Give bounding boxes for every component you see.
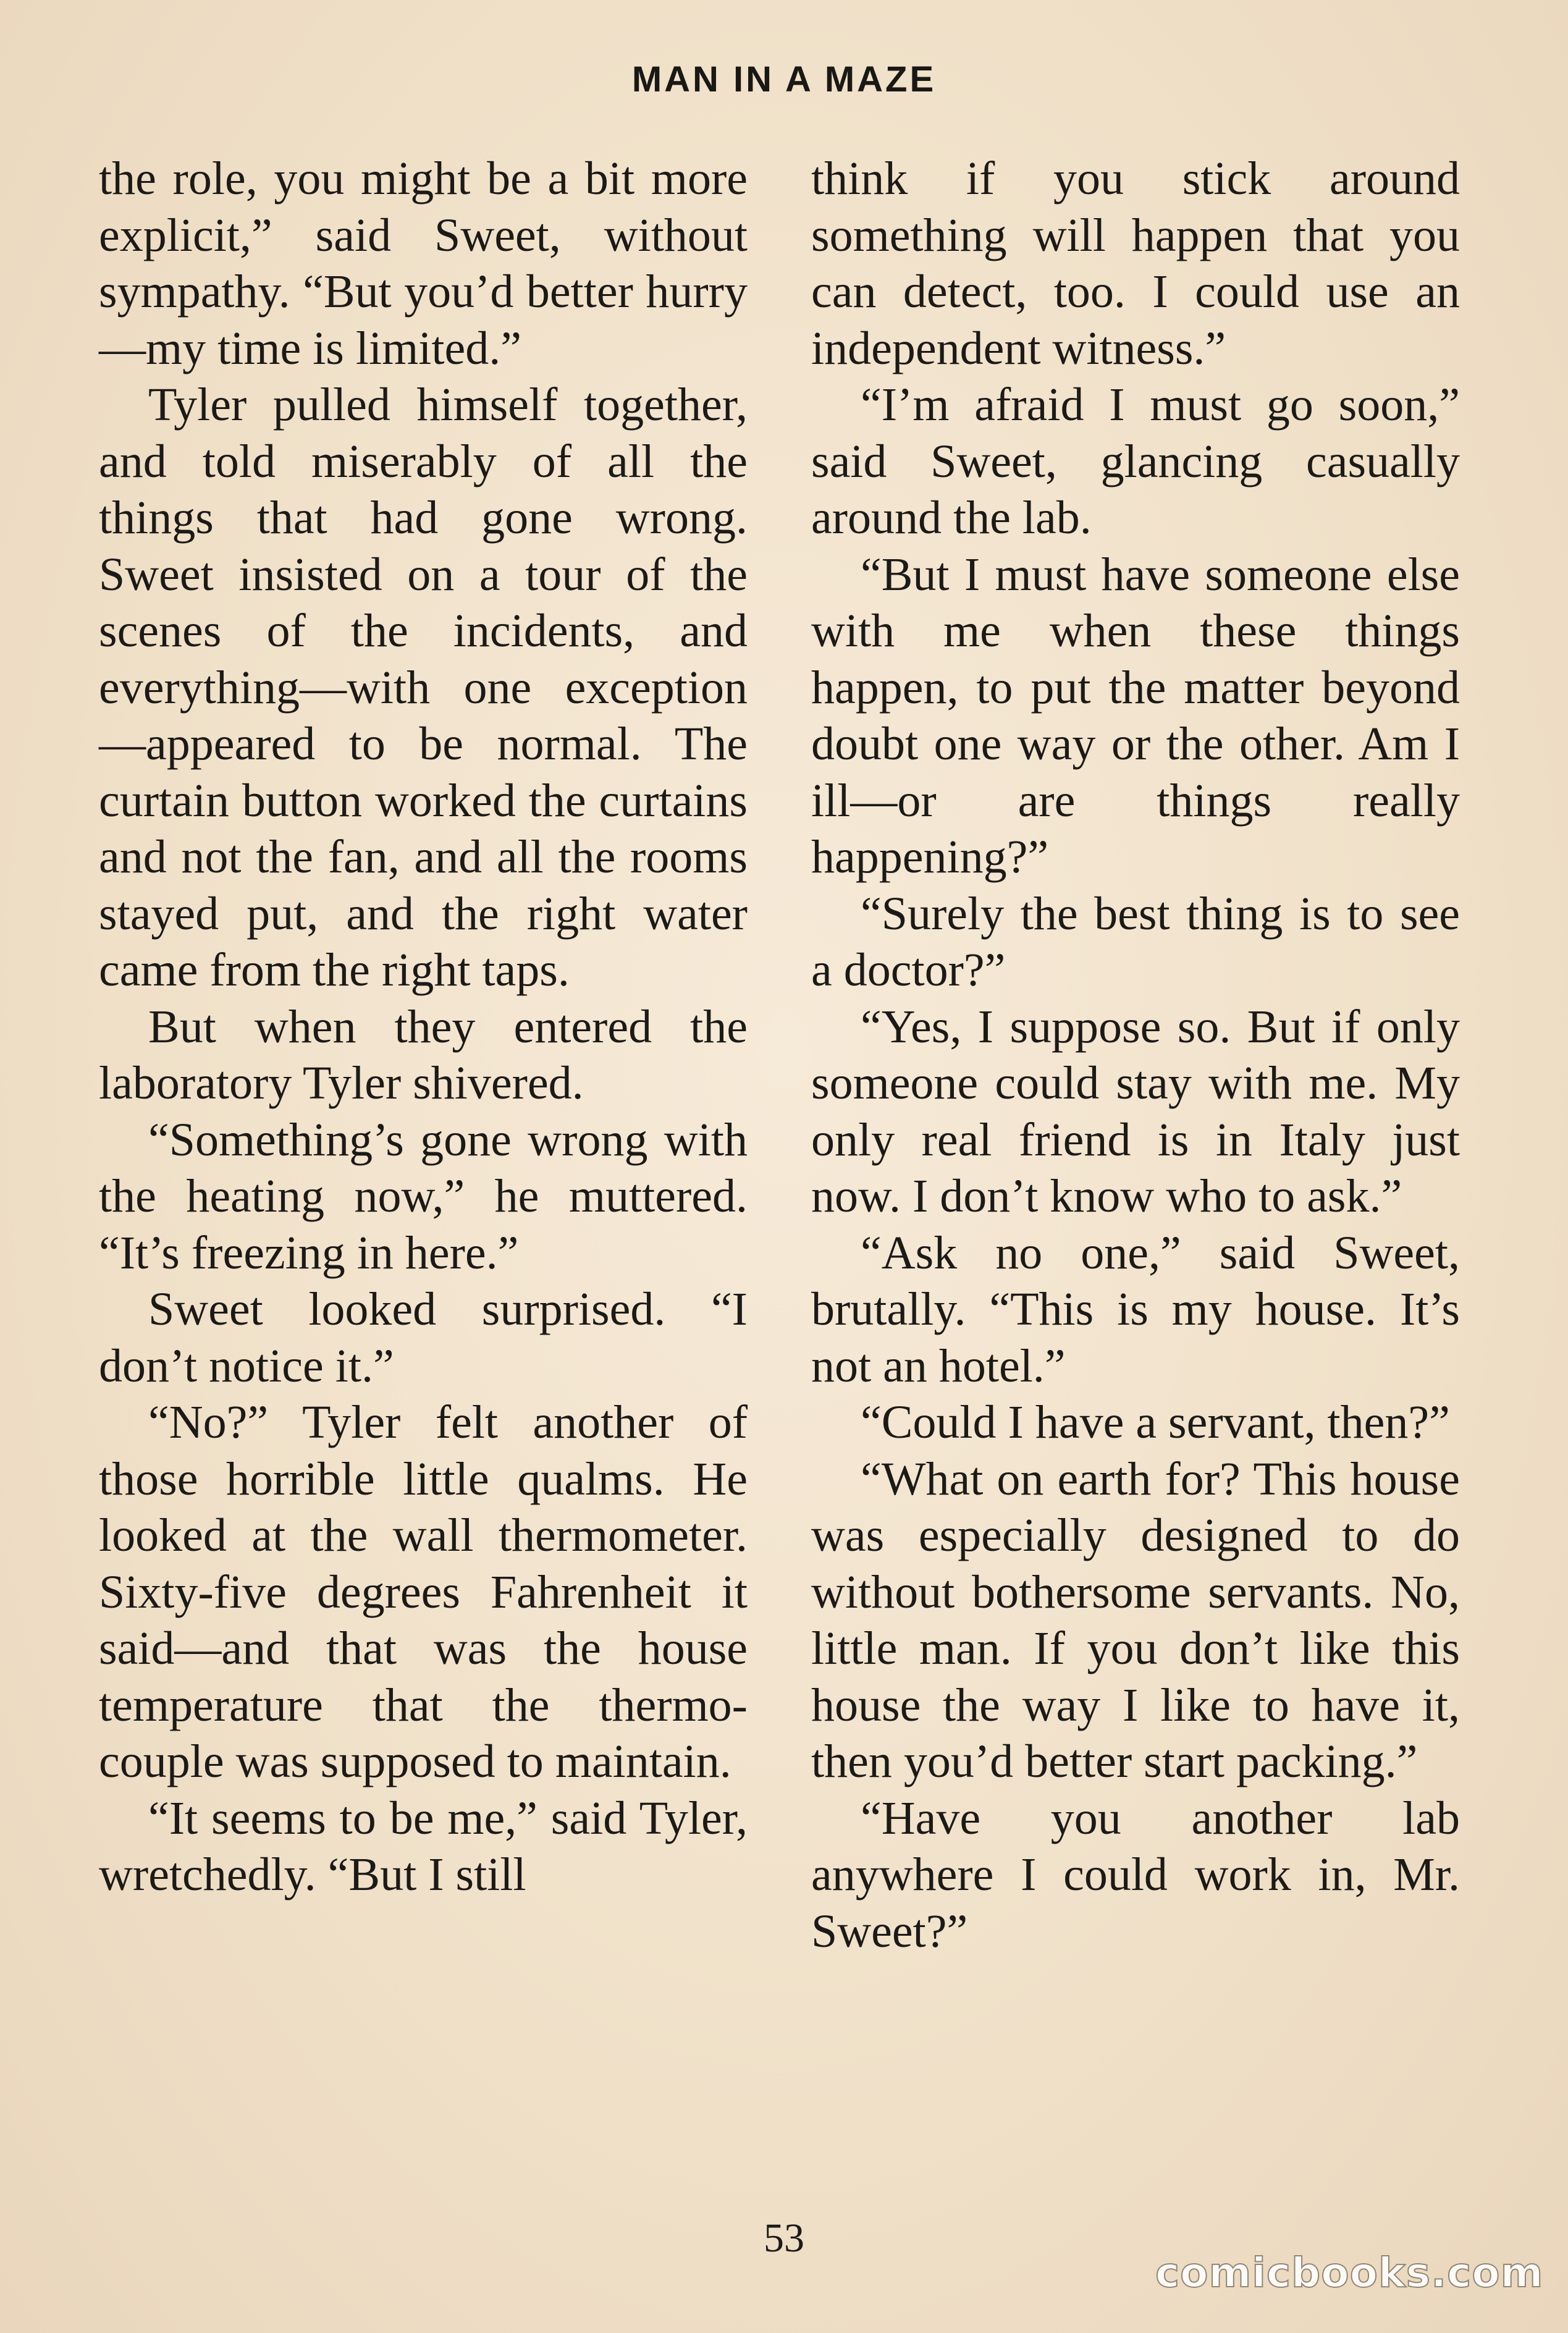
paragraph: But when they entered the laboratory Tyler shivered.	[99, 1000, 748, 1109]
paragraph: “Surely the best thing is to see a doctor?”	[811, 887, 1460, 996]
page-number: 53	[764, 2216, 804, 2261]
paragraph: Sweet looked surprised. “I don’t notice it.”	[99, 1283, 748, 1392]
paragraph: “Ask no one,” said Sweet, brutally. “This is my house. It’s not an hotel.”	[811, 1226, 1460, 1392]
paragraph: “But I must have someone else with me when these things happen, to put the matter beyond doubt one way or the other. Am I ill—or are things really happening?”	[811, 548, 1460, 883]
paragraph: the role, you might be a bit more explicit,” said Sweet, without sympathy. “But you’d better hurry—my time is limited.”	[99, 153, 748, 374]
paragraph: “It seems to be me,” said Tyler, wretchedly. “But I still	[99, 1792, 748, 1901]
paragraph: “Could I have a servant, then?”	[861, 1396, 1450, 1448]
paragraph: “Have you another lab anywhere I could work in, Mr. Sweet?”	[811, 1792, 1460, 1957]
paragraph: “What on earth for? This house was especially designed to do without bothersome servants. No, little man. If you don’t like this house the way I like to have it, then you’d better start packing.”	[811, 1453, 1460, 1787]
right-column	[811, 151, 1460, 1960]
paragraph: “Something’s gone wrong with the heating now,” he muttered. “It’s freezing in here.”	[99, 1113, 748, 1279]
running-title: MAN IN A MAZE	[631, 59, 937, 99]
paragraph: think if you stick around something will happen that you can detect, too. I could use an independent witness.”	[811, 153, 1460, 374]
left-column	[99, 151, 748, 1904]
paragraph: “No?” Tyler felt another of those horrible little qualms. He looked at the wall thermometer. Sixty-five degrees Fahrenheit it said—and that was the house temperature that the thermo-couple was supposed to maintain.	[99, 1396, 748, 1787]
paragraph: “Yes, I suppose so. But if only someone could stay with me. My only real friend is in Italy just now. I don’t know who to ask.”	[811, 1000, 1460, 1222]
paragraph: Tyler pulled himself together, and told miserably of all the things that had gone wrong. Sweet insisted on a tour of the scenes of the incidents, and everything—with one exception—appeared to be normal. The curtain button worked the curtains and not the fan, and all the rooms stayed put, and the right water came from the right taps.	[99, 379, 748, 996]
paragraph: “I’m afraid I must go soon,” said Sweet, glancing casually around the lab.	[811, 379, 1460, 544]
watermark: comicbooks.com	[1155, 2249, 1544, 2297]
